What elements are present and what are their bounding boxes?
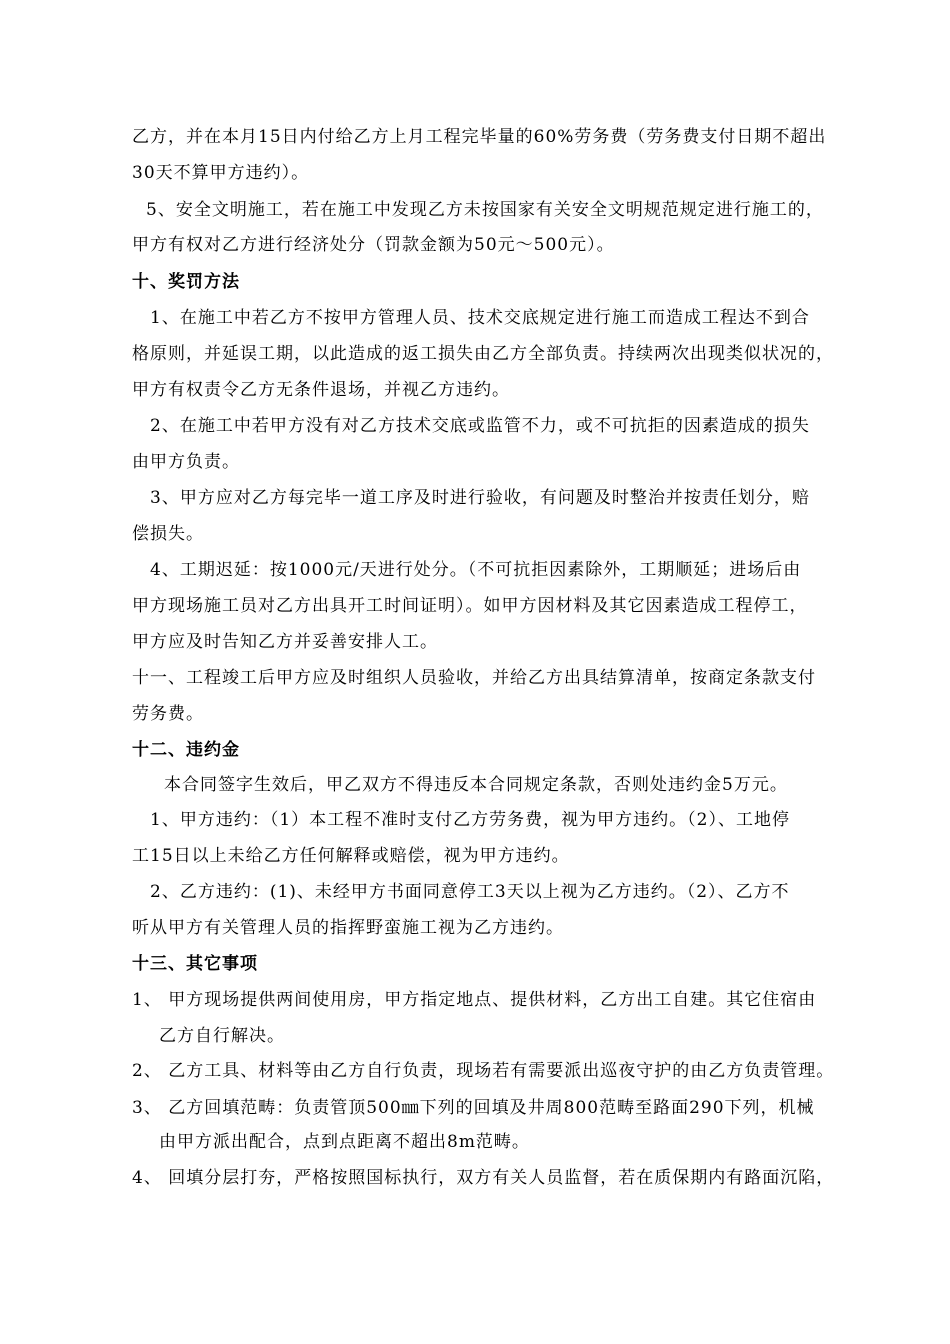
text-line: 30天不算甲方违约）。 [132, 163, 310, 183]
text-line: 甲方应及时告知乙方并妥善安排人工。 [132, 632, 438, 652]
text-line: 格原则，并延误工期，以此造成的返工损失由乙方全部负责。持续两次出现类似状况的， [132, 344, 834, 364]
text-line: 1、甲方违约：（1）本工程不准时支付乙方劳务费，视为甲方违约。（2）、工地停 [150, 810, 790, 830]
text-line: 偿损失。 [132, 524, 204, 544]
list-item: 1、 甲方现场提供两间使用房，甲方指定地点、提供材料，乙方出工自建。其它住宿由 [132, 990, 817, 1010]
text-line: 工15日以上未给乙方任何解释或赔偿，视为甲方违约。 [132, 846, 570, 866]
text-line: 甲方有权对乙方进行经济处分（罚款金额为50元～500元）。 [132, 235, 615, 255]
text-line: 1、在施工中若乙方不按甲方管理人员、技术交底规定进行施工而造成工程达不到合 [150, 308, 810, 328]
list-item: 3、 乙方回填范畴：负责管顶500㎜下列的回填及井周800范畴至路面290下列，机械 [132, 1098, 815, 1118]
text-line: 2、乙方违约：(1)、未经甲方书面同意停工3天以上视为乙方违约。（2）、乙方不 [150, 882, 790, 902]
text-line: 劳务费。 [132, 704, 204, 724]
section-heading: 十、奖罚方法 [132, 272, 240, 292]
text-line: 乙方，并在本月15日内付给乙方上月工程完毕量的60%劳务费（劳务费支付日期不超出 [132, 127, 827, 147]
list-item: 4、 回填分层打夯，严格按照国标执行，双方有关人员监督，若在质保期内有路面沉陷， [132, 1168, 835, 1188]
text-line: 十一、工程竣工后甲方应及时组织人员验收，并给乙方出具结算清单，按商定条款支付 [132, 668, 816, 688]
text-line: 4、工期迟延：按1000元/天进行处分。（不可抗拒因素除外，工期顺延；进场后由 [150, 560, 802, 580]
text-line: 甲方现场施工员对乙方出具开工时间证明）。如甲方因材料及其它因素造成工程停工， [132, 596, 808, 616]
section-heading: 十二、违约金 [132, 740, 240, 760]
list-item: 2、 乙方工具、材料等由乙方自行负责，现场若有需要派出巡夜守护的由乙方负责管理。 [132, 1061, 835, 1081]
text-line: 由甲方派出配合，点到点距离不超出8m范畴。 [159, 1132, 530, 1152]
text-line: 由甲方负责。 [132, 452, 240, 472]
text-line: 本合同签字生效后，甲乙双方不得违反本合同规定条款，否则处违约金5万元。 [164, 775, 788, 795]
text-line: 听从甲方有关管理人员的指挥野蛮施工视为乙方违约。 [132, 918, 564, 938]
text-line: 3、甲方应对乙方每完毕一道工序及时进行验收，有问题及时整治并按责任划分，赔 [150, 488, 810, 508]
text-line: 甲方有权责令乙方无条件退场，并视乙方违约。 [132, 380, 510, 400]
text-line: 乙方自行解决。 [159, 1026, 285, 1046]
text-line: 5、安全文明施工，若在施工中发现乙方未按国家有关安全文明规范规定进行施工的， [146, 200, 824, 220]
section-heading: 十三、其它事项 [132, 954, 258, 974]
text-line: 2、在施工中若甲方没有对乙方技术交底或监管不力，或不可抗拒的因素造成的损失 [150, 416, 810, 436]
